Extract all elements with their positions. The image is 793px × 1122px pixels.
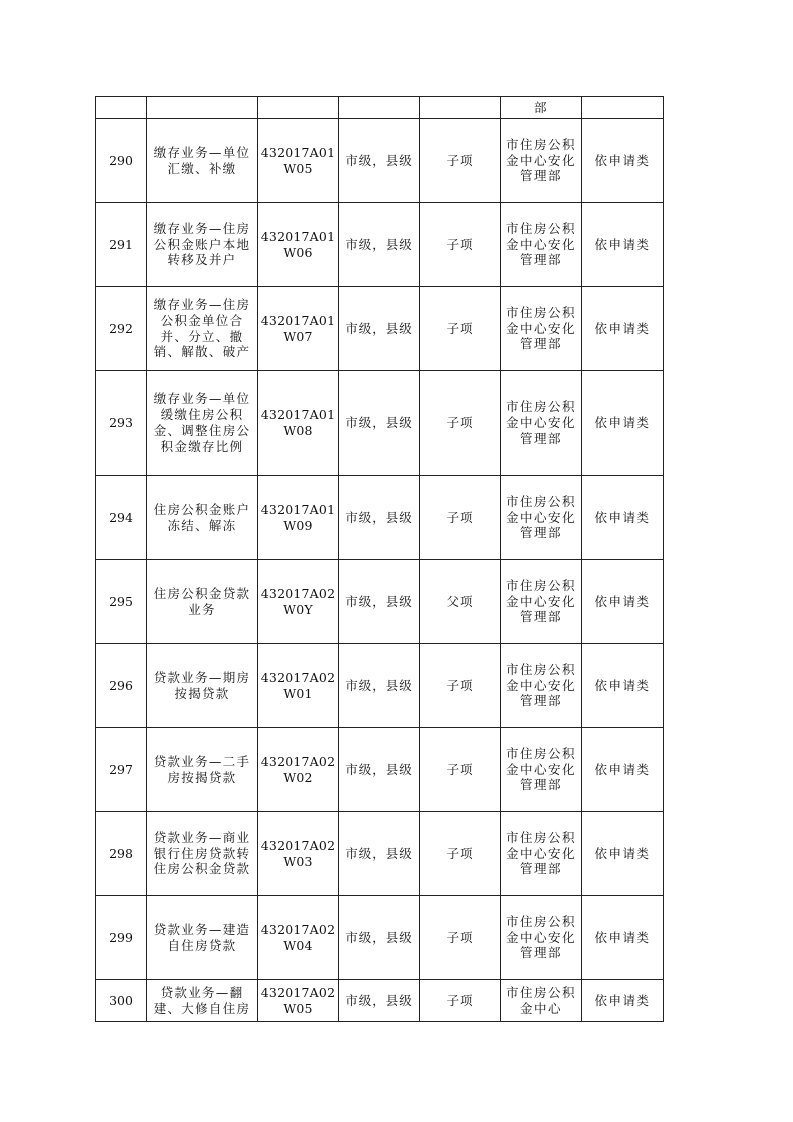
cell-department: 市住房公积金中心安化管理部	[501, 812, 582, 896]
cell-code: 432017A02W0Y	[258, 560, 339, 644]
cell-level: 市级，县级	[339, 287, 420, 371]
cell-code: 432017A01W07	[258, 287, 339, 371]
cell-code: 432017A02W03	[258, 812, 339, 896]
cell-number: 297	[96, 728, 147, 812]
cell-department: 市住房公积金中心安化管理部	[501, 896, 582, 980]
cell-code: 432017A01W09	[258, 476, 339, 560]
cell-department: 市住房公积金中心安化管理部	[501, 203, 582, 287]
cell-name: 贷款业务—期房按揭贷款	[147, 644, 258, 728]
cell-code: 432017A02W05	[258, 980, 339, 1022]
table-row	[96, 896, 664, 980]
cell-type: 子项	[420, 896, 501, 980]
cell-name: 住房公积金贷款业务	[147, 560, 258, 644]
cell-type: 子项	[420, 812, 501, 896]
table-row	[96, 203, 664, 287]
cell-code: 432017A02W04	[258, 896, 339, 980]
cell-name: 缴存业务—单位缓缴住房公积金、调整住房公积金缴存比例	[147, 371, 258, 476]
cell-number: 299	[96, 896, 147, 980]
cell-type: 子项	[420, 980, 501, 1022]
cell-level: 市级，县级	[339, 119, 420, 203]
cell-level: 市级，县级	[339, 728, 420, 812]
cell-category: 依申请类	[582, 119, 664, 203]
cell-category: 依申请类	[582, 812, 664, 896]
cell-name: 缴存业务—住房公积金单位合并、分立、撤销、解散、破产	[147, 287, 258, 371]
cell-name	[147, 97, 258, 119]
cell-type: 子项	[420, 644, 501, 728]
cell-type	[420, 97, 501, 119]
cell-department: 市住房公积金中心安化管理部	[501, 119, 582, 203]
cell-name: 贷款业务—建造自住房贷款	[147, 896, 258, 980]
cell-code: 432017A01W08	[258, 371, 339, 476]
cell-department: 市住房公积金中心安化管理部	[501, 560, 582, 644]
table-row	[96, 287, 664, 371]
cell-department: 部	[501, 97, 582, 119]
cell-level: 市级，县级	[339, 896, 420, 980]
table-row	[96, 371, 664, 476]
cell-category: 依申请类	[582, 287, 664, 371]
table-row-continued	[96, 97, 664, 119]
cell-level	[339, 97, 420, 119]
cell-type: 子项	[420, 119, 501, 203]
cell-type: 父项	[420, 560, 501, 644]
cell-department: 市住房公积金中心安化管理部	[501, 728, 582, 812]
cell-department: 市住房公积金中心安化管理部	[501, 371, 582, 476]
cell-code: 432017A02W01	[258, 644, 339, 728]
cell-department: 市住房公积金中心安化管理部	[501, 644, 582, 728]
cell-number	[96, 97, 147, 119]
cell-category: 依申请类	[582, 476, 664, 560]
cell-type: 子项	[420, 476, 501, 560]
cell-number: 300	[96, 980, 147, 1022]
cell-category: 依申请类	[582, 644, 664, 728]
cell-number: 293	[96, 371, 147, 476]
cell-number: 296	[96, 644, 147, 728]
cell-level: 市级，县级	[339, 644, 420, 728]
cell-code: 432017A01W05	[258, 119, 339, 203]
cell-category: 依申请类	[582, 371, 664, 476]
cell-number: 290	[96, 119, 147, 203]
cell-category: 依申请类	[582, 728, 664, 812]
cell-name: 缴存业务—住房公积金账户本地转移及并户	[147, 203, 258, 287]
cell-type: 子项	[420, 287, 501, 371]
cell-type: 子项	[420, 728, 501, 812]
table-row	[96, 980, 664, 1022]
cell-level: 市级，县级	[339, 476, 420, 560]
table-row	[96, 560, 664, 644]
cell-code	[258, 97, 339, 119]
cell-level: 市级，县级	[339, 560, 420, 644]
cell-number: 292	[96, 287, 147, 371]
cell-category: 依申请类	[582, 980, 664, 1022]
cell-code: 432017A02W02	[258, 728, 339, 812]
cell-name: 缴存业务—单位汇缴、补缴	[147, 119, 258, 203]
table-row	[96, 119, 664, 203]
cell-name: 住房公积金账户冻结、解冻	[147, 476, 258, 560]
table-row	[96, 728, 664, 812]
table-row	[96, 644, 664, 728]
cell-category: 依申请类	[582, 560, 664, 644]
cell-number: 291	[96, 203, 147, 287]
cell-number: 295	[96, 560, 147, 644]
table-row	[96, 476, 664, 560]
cell-name: 贷款业务—二手房按揭贷款	[147, 728, 258, 812]
cell-department: 市住房公积金中心	[501, 980, 582, 1022]
table-row	[96, 812, 664, 896]
cell-number: 298	[96, 812, 147, 896]
cell-name: 贷款业务—商业银行住房贷款转住房公积金贷款	[147, 812, 258, 896]
cell-category: 依申请类	[582, 203, 664, 287]
cell-type: 子项	[420, 371, 501, 476]
cell-level: 市级，县级	[339, 812, 420, 896]
cell-type: 子项	[420, 203, 501, 287]
items-table	[95, 96, 664, 1022]
cell-level: 市级，县级	[339, 371, 420, 476]
cell-department: 市住房公积金中心安化管理部	[501, 287, 582, 371]
cell-number: 294	[96, 476, 147, 560]
cell-category	[582, 97, 664, 119]
cell-code: 432017A01W06	[258, 203, 339, 287]
cell-level: 市级，县级	[339, 203, 420, 287]
cell-name: 贷款业务—翻建、大修自住房	[147, 980, 258, 1022]
cell-department: 市住房公积金中心安化管理部	[501, 476, 582, 560]
cell-category: 依申请类	[582, 896, 664, 980]
cell-level: 市级，县级	[339, 980, 420, 1022]
